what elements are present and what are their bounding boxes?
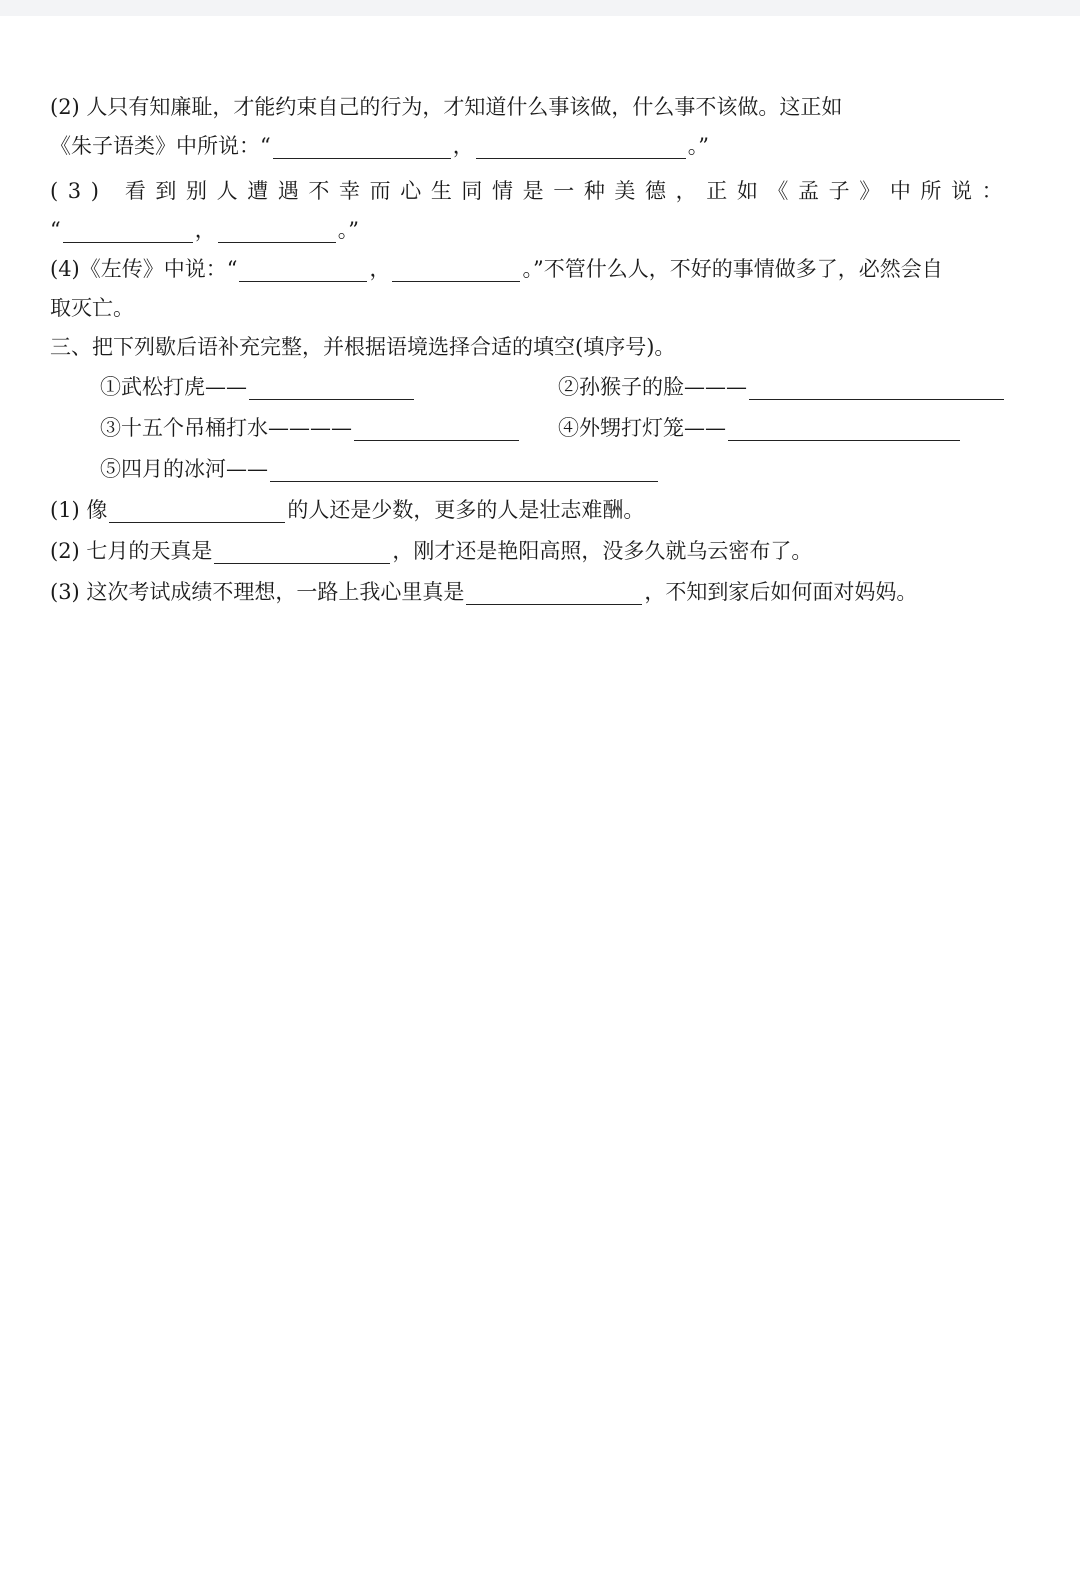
worksheet [50,88,1035,613]
q3-line2 [50,211,1035,250]
q4-line2: 取灭亡。 [50,296,134,320]
option-1-label: ①武松打虎—— [100,375,247,399]
q3-comma: ， [194,218,216,242]
options-row-3 [50,449,1035,490]
q2-end: 。” [687,134,709,158]
option-2-label: ②孙猴子的脸——— [558,375,747,399]
sentence-1-prefix: (1) 像 [50,498,108,522]
option-1 [100,367,558,408]
option-5 [100,449,660,490]
q2-prefix: 《朱子语类》中所说：“ [50,134,271,158]
sentence-1-blank[interactable] [109,496,285,523]
q3-open-quote: “ [50,218,61,242]
option-3 [100,408,558,449]
top-bar [0,0,1080,16]
option-1-blank[interactable] [249,373,414,400]
option-2 [558,367,1006,408]
q3-end: 。” [337,218,359,242]
q2-comma: ， [452,134,474,158]
option-5-label: ⑤四月的冰河—— [100,457,268,481]
option-5-blank[interactable] [270,455,658,482]
q4-suffix: 。”不管什么人，不好的事情做多了，必然会自 [522,257,943,281]
option-4-label: ④外甥打灯笼—— [558,416,726,440]
options-row-2 [50,408,1035,449]
sentence-1-suffix: 的人还是少数，更多的人是壮志难酬。 [287,498,645,522]
option-4 [558,408,962,449]
option-4-blank[interactable] [728,414,960,441]
sentence-2-blank[interactable] [214,537,390,564]
option-2-blank[interactable] [749,373,1004,400]
sentence-3-blank[interactable] [466,578,642,605]
sentence-3 [50,572,1035,613]
sentence-3-prefix: (3) 这次考试成绩不理想，一路上我心里真是 [50,580,465,604]
q4-comma: ， [369,257,391,281]
q2-blank-1[interactable] [273,132,451,159]
q2-blank-2[interactable] [476,132,686,159]
q2-line1: (2) 人只有知廉耻，才能约束自己的行为，才知道什么事该做，什么事不该做。这正如 [50,95,843,119]
q4-blank-1[interactable] [239,255,367,282]
q4-prefix: (4)《左传》中说：“ [50,257,238,281]
q2-line2 [50,127,1035,166]
option-3-label: ③十五个吊桶打水———— [100,416,352,440]
q4-blank-2[interactable] [392,255,520,282]
options-row-1 [50,367,1035,408]
q3-blank-2[interactable] [218,216,336,243]
sentence-2-prefix: (2) 七月的天真是 [50,539,213,563]
q4-line1 [50,250,1035,289]
sentence-1 [50,490,1035,531]
sentence-2 [50,531,1035,572]
section3-title: 三、把下列歇后语补充完整，并根据语境选择合适的填空(填序号)。 [50,335,676,359]
q3-line1: (3) 看到别人遭遇不幸而心生同情是一种美德，正如《孟子》中所说： [50,179,1013,203]
sentence-3-suffix: ，不知到家后如何面对妈妈。 [644,580,918,604]
q3-blank-1[interactable] [63,216,193,243]
option-3-blank[interactable] [354,414,519,441]
sentence-2-suffix: ，刚才还是艳阳高照，没多久就乌云密布了。 [392,539,813,563]
